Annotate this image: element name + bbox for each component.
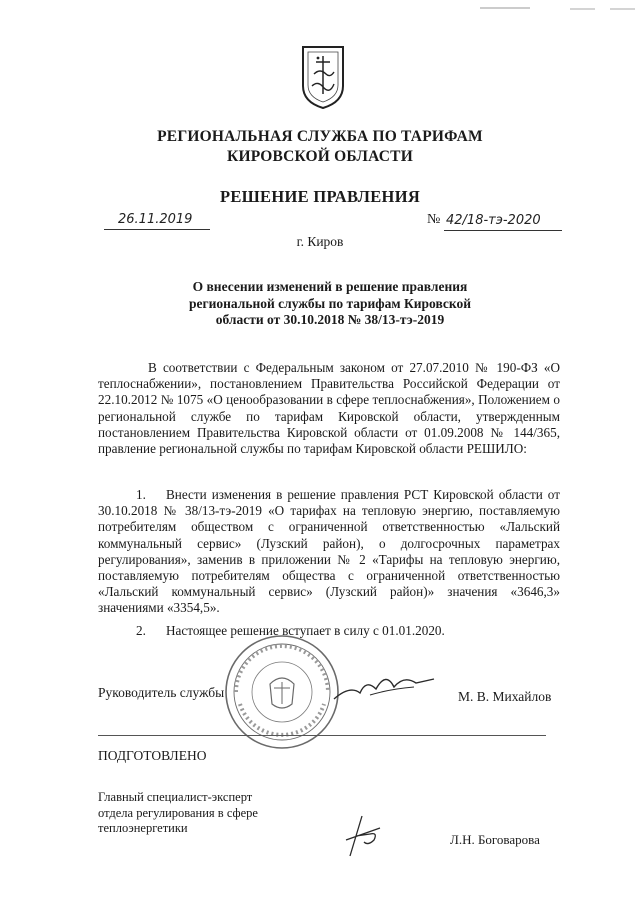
preparer-position-line1: Главный специалист-эксперт	[98, 790, 253, 804]
preamble-paragraph: В соответствии с Федеральным законом от 27.07.2010 № 190-ФЗ «О теплоснабжении», постановлением Правительства Российской Федерации от 22.10.2012 № 1075 «О ценообразовании в сфере теплоснабжения», Положением о региональной службе по тарифам Кировской области, утвержденным постановлением Правительства Кировской области от 01.09.2008 № 144/365, правление региональной службы по тарифам Кировской области РЕШИЛО:	[98, 360, 560, 457]
org-name-line2: КИРОВСКОЙ ОБЛАСТИ	[227, 148, 413, 165]
document-type-title: РЕШЕНИЕ ПРАВЛЕНИЯ	[219, 187, 421, 206]
org-name-line1: РЕГИОНАЛЬНАЯ СЛУЖБА ПО ТАРИФАМ	[157, 128, 483, 145]
coat-of-arms-emblem	[300, 44, 346, 110]
date-underline	[104, 229, 210, 230]
handwritten-date: 26.11.2019	[118, 212, 193, 227]
item-1-number: 1.	[136, 487, 146, 502]
handwritten-signature-director	[330, 665, 440, 710]
scan-artifact	[470, 0, 640, 8]
document-subject	[150, 279, 510, 329]
official-stamp	[222, 632, 342, 752]
signatory-name: М. В. Михайлов	[458, 689, 552, 704]
preparer-position	[98, 790, 258, 837]
number-underline	[444, 230, 562, 231]
item-2-number: 2.	[136, 623, 146, 638]
preparer-name: Л.Н. Боговарова	[450, 832, 540, 847]
number-label: №	[427, 212, 441, 227]
item-1-paragraph	[98, 487, 560, 617]
prepared-label: ПОДГОТОВЛЕНО	[98, 748, 207, 763]
section-divider	[98, 735, 546, 736]
subject-line1: О внесении изменений в решение правления	[192, 279, 468, 294]
subject-line3: области от 30.10.2018 № 38/13-тэ-2019	[215, 312, 445, 327]
signatory-role: Руководитель службы	[98, 685, 225, 700]
handwritten-signature-preparer	[340, 810, 384, 860]
subject-line2: региональной службы по тарифам Кировской	[188, 295, 472, 311]
preparer-position-line3: теплоэнергетики	[98, 821, 188, 835]
preparer-position-line2: отдела регулирования в сфере	[98, 805, 258, 820]
city: г. Киров	[296, 234, 344, 249]
handwritten-number: 42/18-тэ-2020	[446, 213, 541, 228]
item-2-text: Настоящее решение вступает в силу с 01.01.2020.	[166, 623, 445, 638]
item-1-text: Внести изменения в решение правления РСТ Кировской области от 30.10.2018 № 38/13-тэ-2019 «О тарифах на тепловую энергию, поставляемую потребителям обществом с ограниченной ответственностью «Лальский коммунальный сервис» (Лузский район), о долгосрочных параметрах регулирования», заменив в приложении № 2 «Тарифы на тепловую энергию, поставляемую потребителям общества с ограниченной ответственностью «Лальский коммунальный сервис» (Лузский район)» значения «3646,3» значениями «3354,5».	[98, 487, 560, 616]
